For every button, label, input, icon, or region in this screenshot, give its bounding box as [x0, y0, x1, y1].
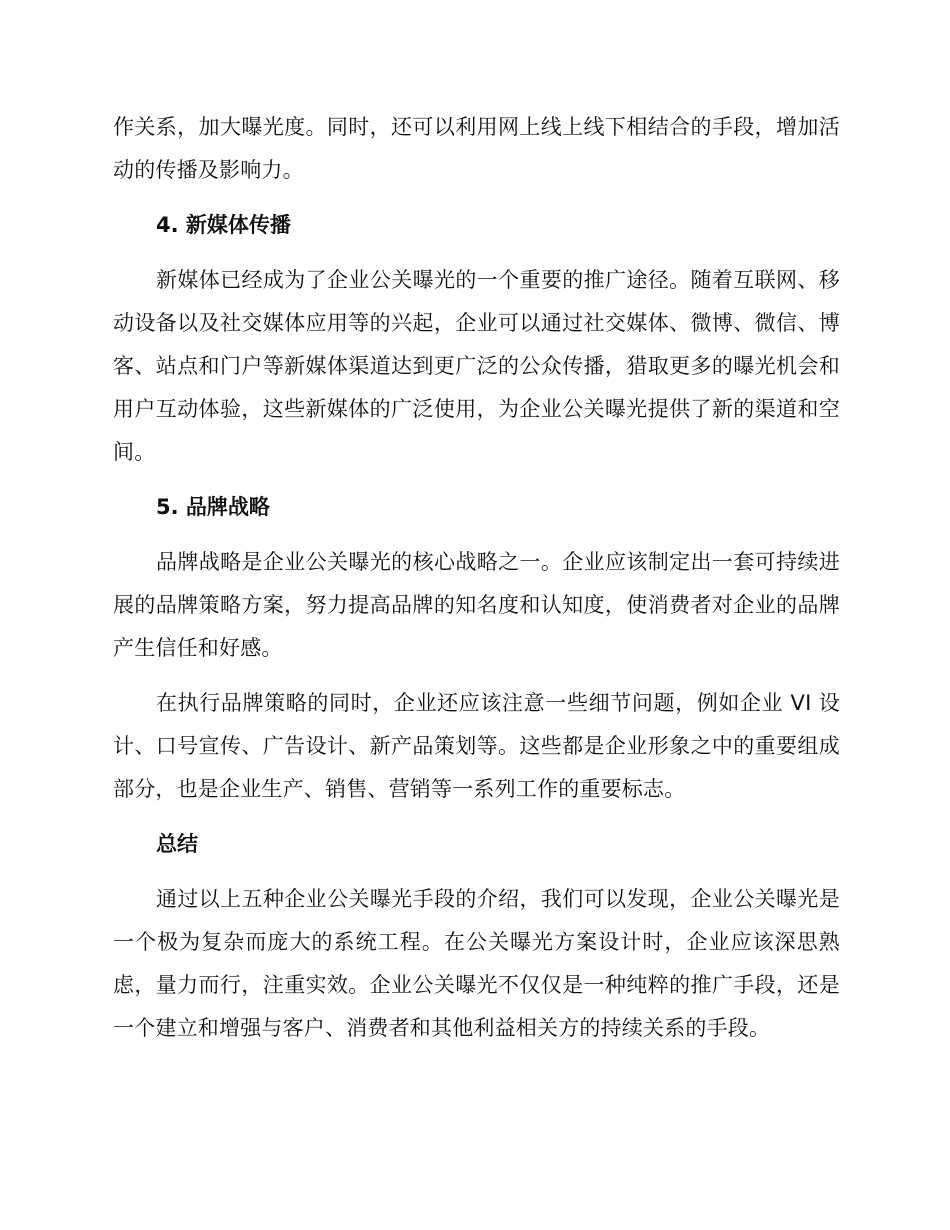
paragraph-brand-strategy: 品牌战略是企业公关曝光的核心战略之一。企业应该制定出一套可持续进展的品牌策略方案，努力提高品牌的知名度和认知度，使消费者对企业的品牌产生信任和好感。	[113, 550, 840, 660]
paragraph-new-media: 新媒体已经成为了企业公关曝光的一个重要的推广途径。随着互联网、移动设备以及社交媒体应用等的兴起，企业可以通过社交媒体、微博、微信、博客、站点和门户等新媒体渠道达到更广泛的公众传播，猎取更多的曝光机会和用户互动体验，这些新媒体的广泛使用，为企业公关曝光提供了新的渠道和空间。	[113, 268, 840, 464]
paragraph-continuation: 作关系，加大曝光度。同时，还可以利用网上线上线下相结合的手段，增加活动的传播及影响力。	[113, 115, 840, 182]
paragraph-summary: 通过以上五种企业公关曝光手段的介绍，我们可以发现，企业公关曝光是一个极为复杂而庞大的系统工程。在公关曝光方案设计时，企业应该深思熟虑，量力而行，注重实效。企业公关曝光不仅仅是一种纯粹的推广手段，还是一个建立和增强与客户、消费者和其他利益相关方的持续关系的手段。	[113, 887, 840, 1040]
document-body	[113, 106, 840, 1050]
heading-new-media: 4. 新媒体传播	[156, 213, 291, 237]
paragraph-brand-details: 在执行品牌策略的同时，企业还应该注意一些细节问题，例如企业 VI 设计、口号宣传、广告设计、新产品策划等。这些都是企业形象之中的重要组成部分，也是企业生产、销售、营销等一系列工作的重要标志。	[113, 691, 840, 801]
heading-summary: 总结	[156, 832, 198, 856]
heading-brand-strategy: 5. 品牌战略	[156, 495, 270, 519]
